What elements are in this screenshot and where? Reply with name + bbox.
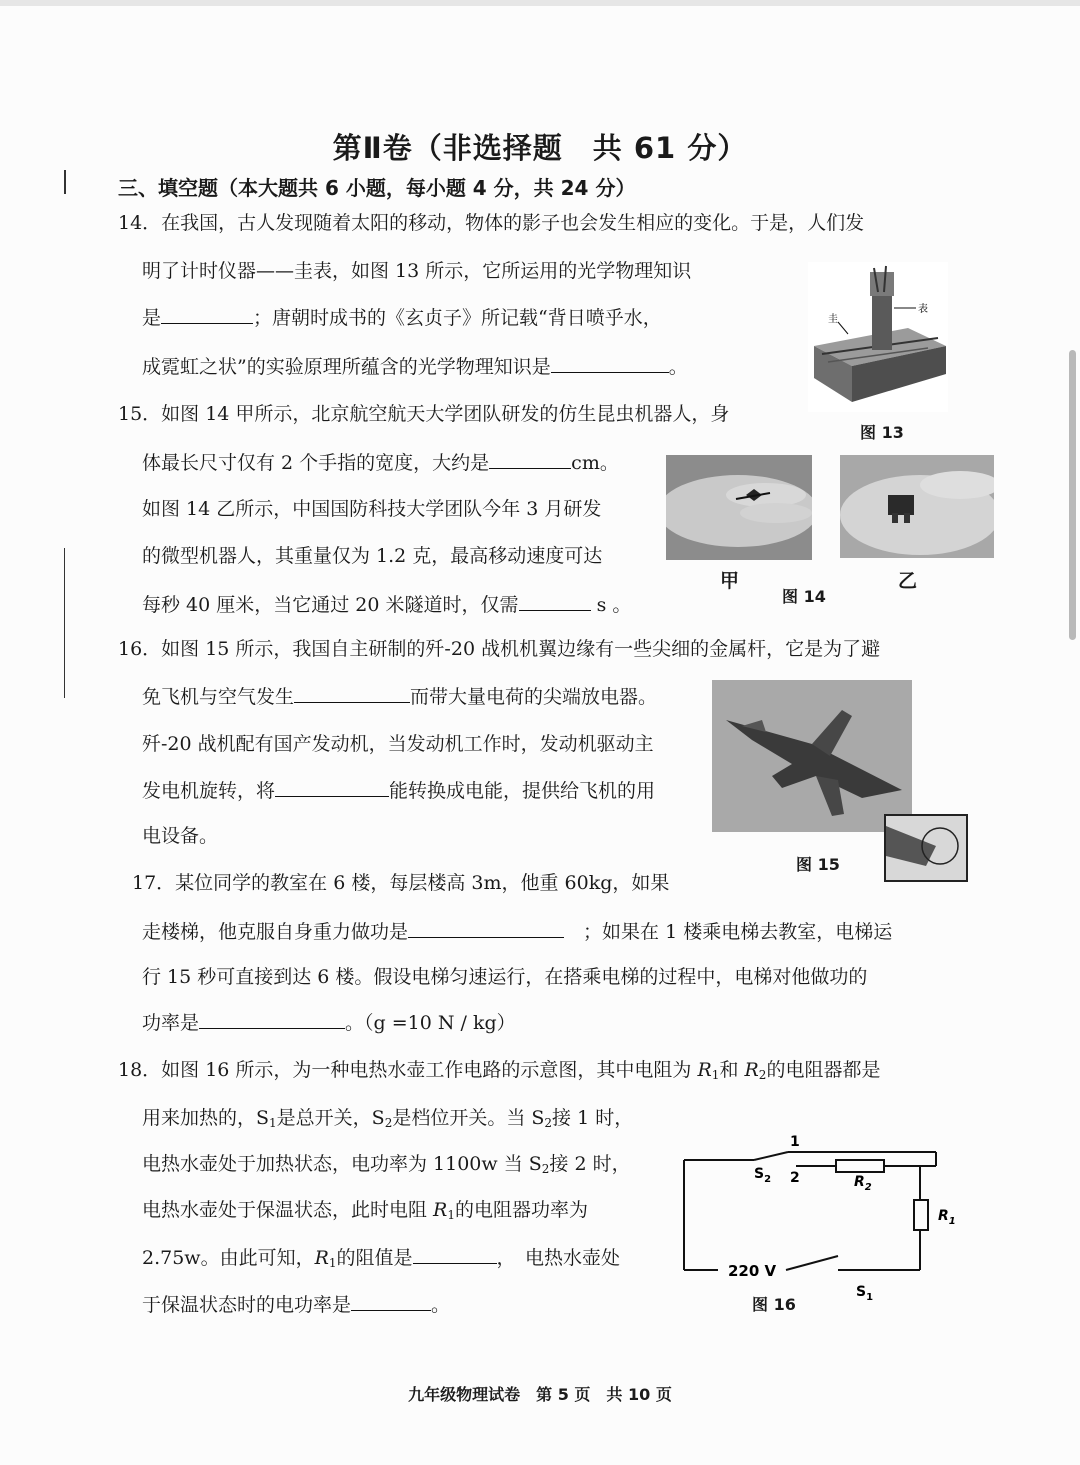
- q18-line-5: 2.75w。由此可知，$R_1$的阻值是 ， 电热水壶处: [142, 1243, 620, 1277]
- margin-mark: [64, 170, 66, 194]
- q17-line-2: 走楼梯，他克服自身重力做功是 ；如果在 1 楼乘电梯去教室，电梯运: [142, 917, 892, 946]
- answer-blank[interactable]: [413, 1243, 497, 1264]
- figure-15-image: [712, 680, 912, 832]
- answer-blank[interactable]: [294, 682, 410, 703]
- figure-15-caption: 图 15: [796, 855, 840, 874]
- label-gui: 圭: [828, 314, 838, 325]
- q18-line-2: 用来加热的，$S_1$是总开关，$S_2$是档位开关。当 $S_2$接 1 时，: [142, 1107, 634, 1130]
- q15-line-3: 如图 14 乙所示，中国国防科技大学团队今年 3 月研发: [142, 498, 602, 520]
- circuit-label-voltage: 220 V: [728, 1262, 777, 1280]
- q16-line-5: 电设备。: [142, 825, 219, 847]
- q15-line-2: 体最长尺寸仅有 2 个手指的宽度，大约是 cm。: [142, 448, 619, 477]
- q15-line-4: 的微型机器人，其重量仅为 1.2 克，最高移动速度可达: [142, 545, 603, 567]
- q18-line-6: 于保温状态时的电功率是 。: [142, 1290, 450, 1319]
- page-footer: 九年级物理试卷 第 5 页 共 10 页: [408, 1385, 672, 1404]
- margin-mark: [64, 548, 65, 698]
- q17-line-4: 功率是 。（g =10 N / kg）: [142, 1008, 516, 1037]
- section-heading: 三、填空题（本大题共 6 小题，每小题 4 分，共 24 分）: [118, 176, 636, 200]
- q16-line-3: 歼-20 战机配有国产发动机，当发动机工作时，发动机驱动主: [142, 733, 654, 755]
- q18-line-3: 电热水壶处于加热状态，电功率为 1100w 当 $S_2$接 2 时，: [142, 1153, 631, 1176]
- answer-blank[interactable]: [519, 590, 591, 611]
- figure-14b-image: [840, 455, 994, 558]
- circuit-label-s2: $S_2$: [754, 1166, 772, 1185]
- answer-blank[interactable]: [351, 1290, 431, 1311]
- label-yi: 乙: [898, 570, 918, 592]
- circuit-label-r2: $R_2$: [854, 1174, 872, 1193]
- circuit-label-r1: $R_1$: [938, 1208, 956, 1227]
- answer-blank[interactable]: [551, 352, 669, 373]
- figure-15-inset: [884, 814, 968, 882]
- q16-line-4: 发电机旋转，将 能转换成电能，提供给飞机的用: [142, 776, 655, 805]
- q14-line-2: 明了计时仪器——圭表，如图 13 所示，它所运用的光学物理知识: [142, 260, 692, 282]
- figure-13-image: [808, 262, 948, 412]
- q17-line-1: 17．某位同学的教室在 6 楼，每层楼高 3m，他重 60kg，如果: [132, 872, 670, 894]
- figure-14a-image: [666, 455, 812, 560]
- answer-blank[interactable]: [199, 1008, 345, 1029]
- figure-13-caption: 图 13: [860, 423, 904, 442]
- circuit-node-2: 2: [790, 1170, 800, 1186]
- figure-16-circuit: [676, 1128, 966, 1318]
- figure-14-caption: 图 14: [782, 587, 826, 606]
- answer-blank[interactable]: [275, 776, 389, 797]
- figure-16-caption: 图 16: [752, 1295, 796, 1314]
- scrollbar[interactable]: [1069, 350, 1076, 640]
- q14-line-1: 14．在我国，古人发现随着太阳的移动，物体的影子也会发生相应的变化。于是，人们发: [118, 212, 865, 234]
- q16-line-2: 免飞机与空气发生 而带大量电荷的尖端放电器。: [142, 682, 657, 711]
- answer-blank[interactable]: [161, 303, 253, 324]
- label-biao: 表: [918, 304, 928, 315]
- circuit-label-s1: $S_1$: [856, 1284, 874, 1303]
- circuit-node-1: 1: [790, 1134, 800, 1150]
- label-jia: 甲: [720, 570, 740, 592]
- q14-line-3: 是 ；唐朝时成书的《玄贞子》所记载“背日喷乎水，: [142, 303, 662, 332]
- q16-line-1: 16．如图 15 所示，我国自主研制的歼-20 战机机翼边缘有一些尖细的金属杆，它是为了避: [118, 638, 881, 660]
- q15-line-1: 15．如图 14 甲所示，北京航空航天大学团队研发的仿生昆虫机器人，身: [118, 403, 730, 425]
- q18-line-1: 18．如图 16 所示，为一种电热水壶工作电路的示意图，其中电阻为 $R_1$和 $R_2$的电阻器都是: [118, 1059, 881, 1082]
- top-border: [0, 0, 1080, 6]
- q17-line-3: 行 15 秒可直接到达 6 楼。假设电梯匀速运行，在搭乘电梯的过程中，电梯对他做功的: [142, 966, 868, 988]
- answer-blank[interactable]: [408, 917, 564, 938]
- page-title: 第Ⅱ卷（非选择题 共 61 分）: [332, 131, 748, 165]
- q15-line-5: 每秒 40 厘米，当它通过 20 米隧道时，仅需 s 。: [142, 590, 631, 619]
- q18-line-4: 电热水壶处于保温状态，此时电阻 $R_1$的电阻器功率为: [142, 1199, 589, 1222]
- answer-blank[interactable]: [489, 448, 571, 469]
- q14-line-4: 成霓虹之状”的实验原理所蕴含的光学物理知识是 。: [142, 352, 688, 381]
